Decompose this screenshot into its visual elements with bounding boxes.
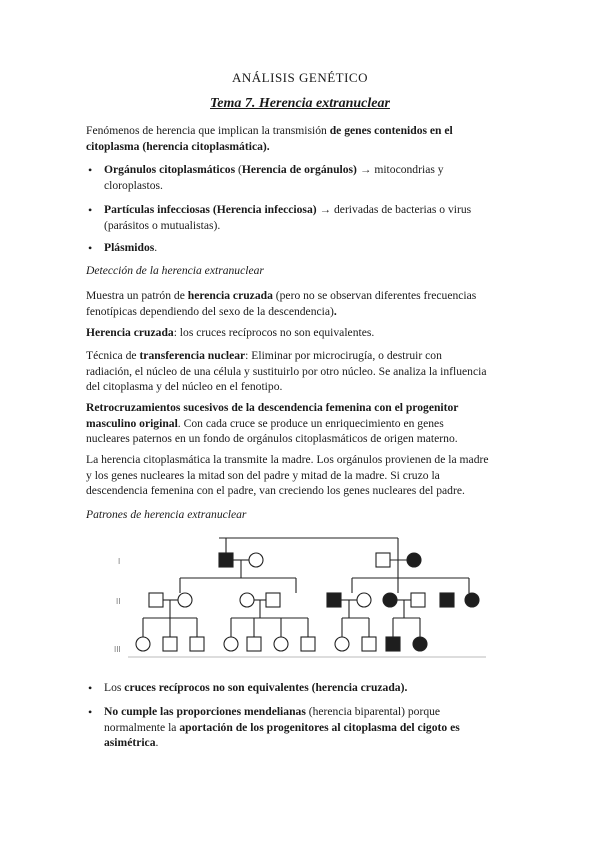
intro-bold: de genes contenidos en el citoplasma (herencia citoplasmática) <box>86 124 453 153</box>
gen3-female <box>335 637 349 651</box>
gen3-female-affected <box>413 637 427 651</box>
gen3-male <box>163 637 177 651</box>
intro-text: Fenómenos de herencia que implican la transmisión <box>86 124 330 137</box>
gen1-female-affected <box>407 553 421 567</box>
p1-text: Muestra un patrón de <box>86 289 188 302</box>
gen2-male-affected <box>327 593 341 607</box>
bullet-plasmidos-term: Plásmidos <box>104 241 155 254</box>
bb1-bold: cruces recíprocos no son equivalentes (herencia cruzada). <box>124 681 408 694</box>
bb2-text: (herencia biparental) porque normalmente la <box>104 705 441 734</box>
bullet-organulos-term: Orgánulos citoplasmáticos <box>104 163 236 176</box>
bb2-bold2: aportación de los progenitores al citoplasma del cigoto es asimétrica <box>104 720 460 749</box>
intro-end: . <box>266 139 270 153</box>
gen3-male <box>301 637 315 651</box>
bb1-text: Los <box>104 681 125 694</box>
gen2-male <box>149 593 163 607</box>
bullet-cruces-reciprocos <box>104 680 490 696</box>
document-title: ANÁLISIS GENÉTICO <box>232 70 368 85</box>
bullet-marker: • <box>88 241 93 255</box>
gen3-male <box>362 637 376 651</box>
gen2-female <box>240 593 254 607</box>
gen1-male-affected <box>219 553 233 567</box>
p4-bold: Retrocruzamientos sucesivos de la descendencia femenina con el progenitor masculino original <box>86 401 459 430</box>
bullet-particulas-term: Partículas infecciosas (Herencia infecciosa) <box>104 203 317 216</box>
section-heading-deteccion: Detección de la herencia extranuclear <box>86 264 264 277</box>
bullet-particulas-desc: → derivadas de bacterias o virus (parásitos o mutualistas). <box>104 203 472 232</box>
gen3-female <box>274 637 288 651</box>
gen2-male <box>411 593 425 607</box>
p1-bold: herencia cruzada <box>187 289 273 302</box>
gen1-female <box>249 553 263 567</box>
gen3-male <box>247 637 261 651</box>
p3-bold: transferencia nuclear <box>139 349 246 362</box>
bullet-marker: • <box>88 203 93 217</box>
p1-text2: (pero no se observan diferentes frecuencias fenotípicas dependiendo del sexo de la descendencia) <box>86 289 477 318</box>
gen2-male <box>266 593 280 607</box>
bb2-end: . <box>155 736 159 749</box>
gen2-female <box>178 593 192 607</box>
p2-text: : los cruces recíprocos no son equivalentes. <box>173 326 375 339</box>
bullet-marker: • <box>88 705 93 719</box>
paragraph-herencia-citoplasmatica: La herencia citoplasmática la transmite la madre. Los orgánulos provienen de la madre y los genes nucleares la mitad son del padre y mitad de la madre. Si cruzo la descendencia femenina con el padre, van creciendo los genes nucleares del padre. <box>86 453 489 497</box>
gen1-male <box>376 553 390 567</box>
bullet-organulos-type: Herencia de orgánulos) <box>241 163 357 176</box>
gen3-male <box>190 637 204 651</box>
gen2-female-affected <box>465 593 479 607</box>
bullet-plasmidos-end: . <box>154 241 158 254</box>
p1-end: . <box>333 304 337 318</box>
bullet-marker: • <box>88 681 93 695</box>
gen2-female <box>357 593 371 607</box>
gen3-female <box>224 637 238 651</box>
bb2-bold: No cumple las proporciones mendelianas <box>104 705 306 718</box>
gen-label-i: I <box>118 557 121 566</box>
bullet-marker: • <box>88 163 93 177</box>
bullet-mendelianas <box>104 704 490 751</box>
gen-label-ii: II <box>116 597 121 606</box>
gen2-male-affected <box>440 593 454 607</box>
p3-text: Técnica de <box>86 349 140 362</box>
gen3-male-affected <box>386 637 400 651</box>
gen3-female <box>136 637 150 651</box>
gen2-female-affected <box>383 593 397 607</box>
section-heading-patrones: Patrones de herencia extranuclear <box>86 508 247 521</box>
bullet-organulos-paren: ( <box>235 163 242 176</box>
p2-bold: Herencia cruzada <box>86 326 174 339</box>
gen-label-iii: III <box>114 645 121 654</box>
p3-text2: : Eliminar por microcirugía, o destruir con radiación, el núcleo de una célula y sustituirlo por otro núcleo. Se analiza la influencia del citoplasma y del núcleo en el fenotipo. <box>86 349 487 393</box>
bullet-organulos-desc: → mitocondrias y cloroplastos. <box>104 163 444 192</box>
document-subtitle: Tema 7. Herencia extranuclear <box>210 96 390 111</box>
p4-text: . Con cada cruce se produce un enriquecimiento en genes nucleares paternos en un fondo de orgánulos citoplasmáticos de origen materno. <box>86 416 458 445</box>
